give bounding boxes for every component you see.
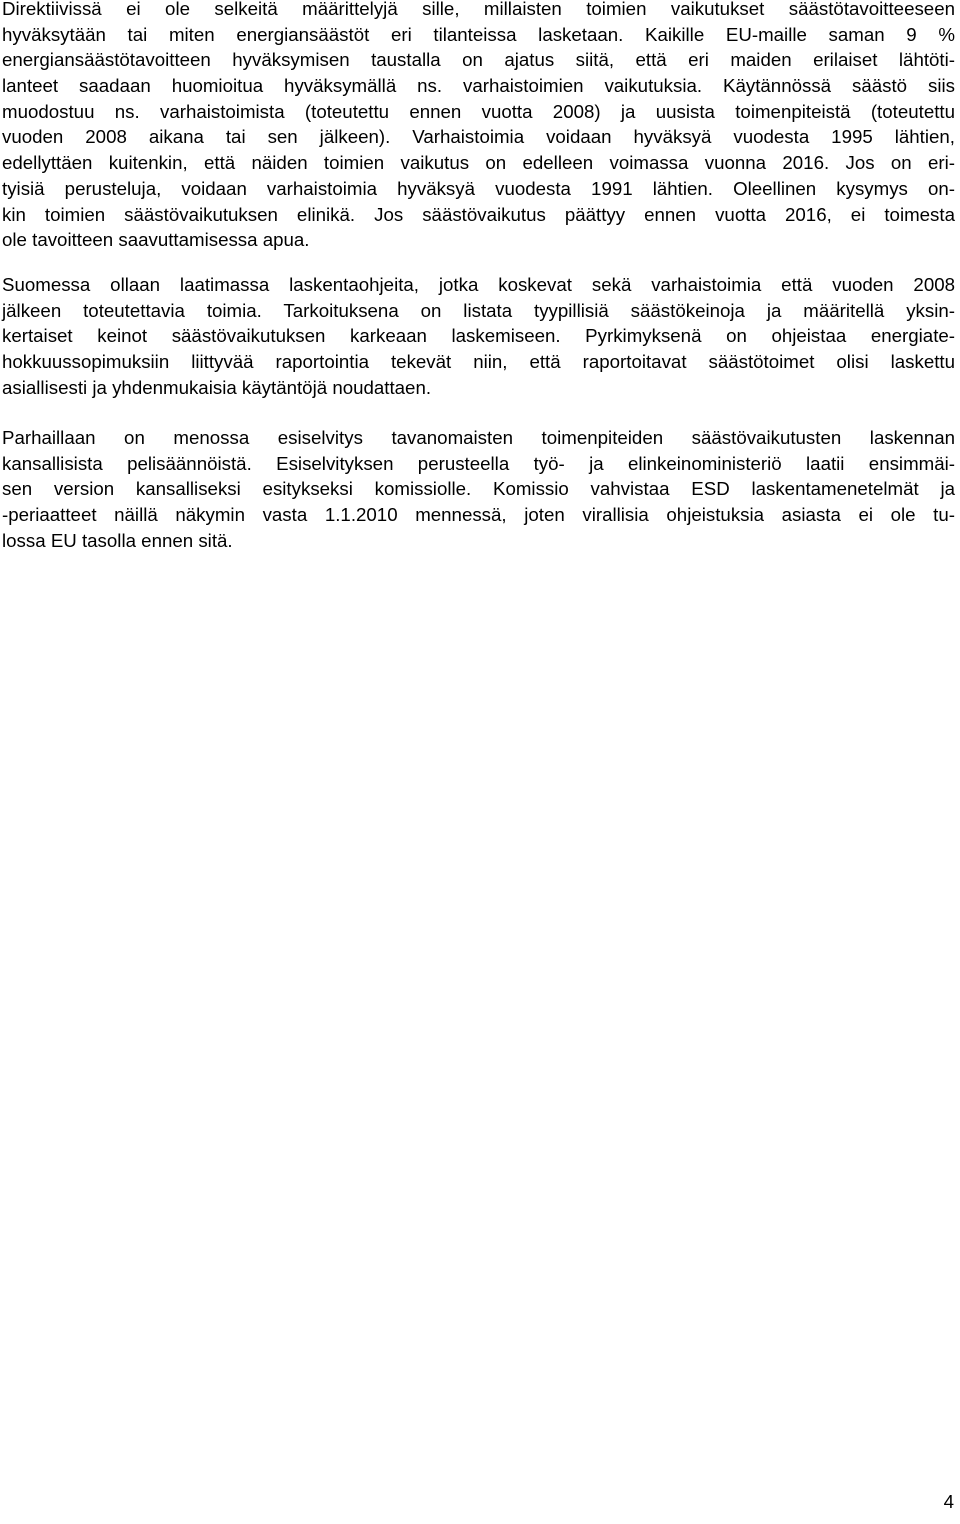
paragraph-3 bbox=[2, 425, 955, 553]
page-number: 4 bbox=[943, 1491, 954, 1512]
paragraph-line: lanteet saadaan huomioitua hyväksymällä ns. varhaistoimien vaikutuksia. Käytännössä säästö siis bbox=[2, 75, 955, 97]
paragraph-line: Direktiivissä ei ole selkeitä määrittelyjä sille, millaisten toimien vaikutukset säästötavoitteeseen bbox=[2, 0, 955, 19]
paragraph-line: -periaatteet näillä näkymin vasta 1.1.2010 mennessä, joten virallisia ohjeistuksia asiasta ei ole tu- bbox=[2, 504, 955, 526]
paragraph-line: edellyttäen kuitenkin, että näiden toimien vaikutus on edelleen voimassa vuonna 2016. Jos on eri- bbox=[2, 152, 955, 174]
paragraph-line: ole tavoitteen saavuttamisessa apua. bbox=[2, 229, 310, 251]
paragraph-line: jälkeen toteutettavia toimia. Tarkoituksena on listata tyypillisiä säästökeinoja ja määritellä yksin- bbox=[2, 299, 955, 321]
paragraph-line: sen version kansalliseksi esitykseksi komissiolle. Komissio vahvistaa ESD laskentamenetelmät ja bbox=[2, 478, 955, 500]
paragraph-line: kansallisista pelisäännöistä. Esiselvityksen perusteella työ- ja elinkeinoministeriö laatii ensimmäi- bbox=[2, 452, 955, 474]
paragraph-line: vuoden 2008 aikana tai sen jälkeen). Varhaistoimia voidaan hyväksyä vuodesta 1995 lähtien, bbox=[2, 126, 955, 148]
paragraph-line: Suomessa ollaan laatimassa laskentaohjeita, jotka koskevat sekä varhaistoimia että vuoden 2008 bbox=[2, 274, 955, 295]
paragraph-line: kin toimien säästövaikutuksen elinikä. Jos säästövaikutus päättyy ennen vuotta 2016, ei toimesta bbox=[2, 203, 955, 225]
paragraph-line: kertaiset keinot säästövaikutuksen karkeaan laskemiseen. Pyrkimyksenä on ohjeistaa energiate- bbox=[2, 325, 955, 347]
paragraph-1 bbox=[2, 0, 955, 253]
paragraph-line: hyväksytään tai miten energiansäästöt eri tilanteissa lasketaan. Kaikille EU-maille saman 9 % bbox=[2, 23, 955, 45]
paragraph-line: energiansäästötavoitteen hyväksymisen taustalla on ajatus siitä, että eri maiden erilaiset lähtöti- bbox=[2, 49, 955, 71]
paragraph-2 bbox=[2, 272, 955, 400]
paragraph-line: muodostuu ns. varhaistoimista (toteutettu ennen vuotta 2008) ja uusista toimenpiteistä (toteutettu bbox=[2, 100, 955, 122]
paragraph-line: lossa EU tasolla ennen sitä. bbox=[2, 529, 233, 551]
paragraph-line: hokkuussopimuksiin liittyvää raportointia tekevät niin, että raportoitavat säästötoimet olisi laskettu bbox=[2, 351, 955, 373]
paragraph-line: asiallisesti ja yhdenmukaisia käytäntöjä noudattaen. bbox=[2, 376, 432, 398]
paragraph-line: Parhaillaan on menossa esiselvitys tavanomaisten toimenpiteiden säästövaikutusten laskennan bbox=[2, 427, 955, 448]
paragraph-line: tyisiä perusteluja, voidaan varhaistoimia hyväksyä vuodesta 1991 lähtien. Oleellinen kysymys on- bbox=[2, 177, 955, 199]
